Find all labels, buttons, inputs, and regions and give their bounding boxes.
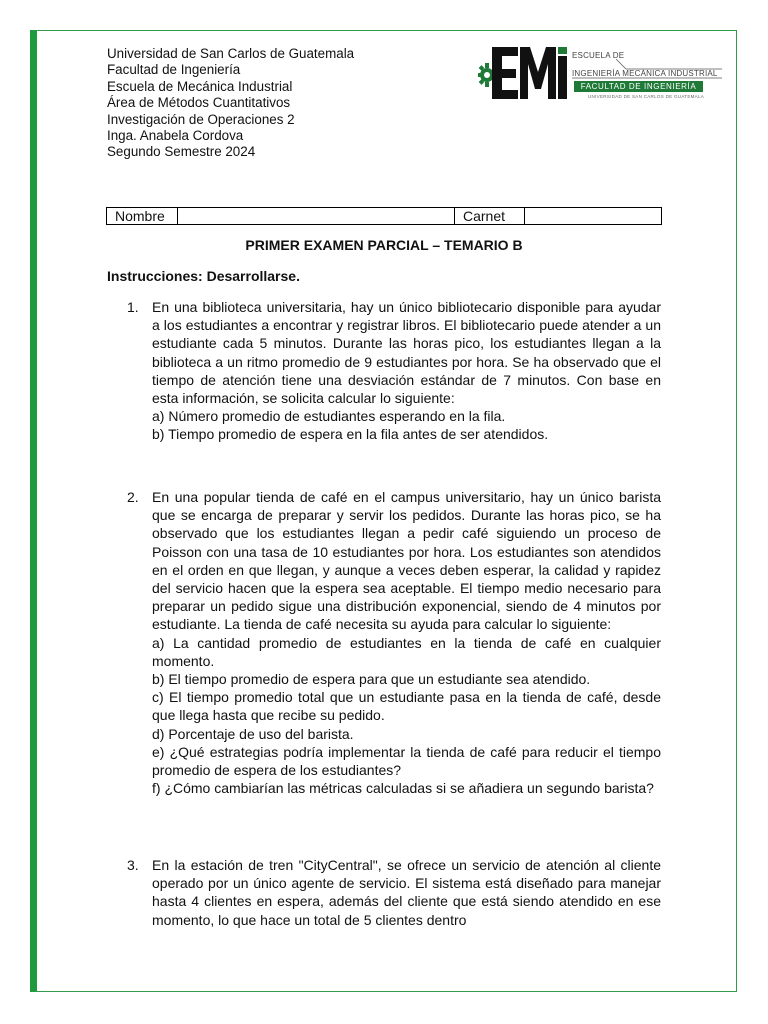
question-1 <box>152 298 661 444</box>
question-2-item-a: a) La cantidad promedio de estudiantes en la tienda de café en cualquier momento. <box>152 634 661 669</box>
carnet-field[interactable] <box>525 208 662 225</box>
header-line-school: Escuela de Mecánica Industrial <box>107 78 293 94</box>
header-line-university: Universidad de San Carlos de Guatemala <box>107 46 355 61</box>
institution-header <box>107 46 354 161</box>
question-2-item-f: f) ¿Cómo cambiarían las métricas calculadas si se añadiera un segundo barista? <box>152 780 654 797</box>
question-1-item-b: b) Tiempo promedio de espera en la fila antes de ser atendidos. <box>152 426 549 443</box>
header-line-instructor: Inga. Anabela Cordova <box>107 128 244 144</box>
emi-logo <box>478 44 723 106</box>
question-2-item-c: c) El tiempo promedio total que un estudiante pasa en la tienda de café, desde que llega hasta que recibe su pedido. <box>152 689 661 724</box>
header-line-semester: Segundo Semestre 2024 <box>107 144 256 160</box>
question-2-item-b: b) El tiempo promedio de espera para que un estudiante sea atendido. <box>152 671 591 688</box>
question-2-number: 2. <box>127 489 139 505</box>
header-line-faculty: Facultad de Ingeniería <box>107 62 241 78</box>
question-3-text: En la estación de tren "CityCentral", se ofrece un servicio de atención al cliente operado por un único agente de servicio. El sistema está diseñado para manejar hasta 4 clientes en espera, además del cliente que está siendo atendido en ese momento, lo que hace un total de 5 clientes dentro <box>152 857 661 928</box>
exam-title: PRIMER EXAMEN PARCIAL – TEMARIO B <box>245 237 523 253</box>
header-line-area: Área de Métodos Cuantitativos <box>107 95 291 111</box>
question-1-text: En una biblioteca universitaria, hay un único bibliotecario disponible para ayudar a los estudiantes a encontrar y registrar libros. El bibliotecario puede atender a un estudiante cada 5 minutos. Durante las horas pico, los estudiantes llegan a la biblioteca a un ritmo promedio de 9 estudiantes por hora. Se ha observado que el tiempo de atención tiene una desviación estándar de 7 minutos. Con base en esta información, se solicita calcular lo siguiente: <box>152 299 661 407</box>
carnet-label: Carnet <box>455 208 525 225</box>
student-id-table <box>106 207 662 225</box>
logo-line-school: ESCUELA DE <box>572 51 625 60</box>
question-2 <box>152 488 661 797</box>
question-1-item-a: a) Número promedio de estudiantes esperando en la fila. <box>152 408 506 425</box>
emi-logo-mark <box>478 44 570 106</box>
question-2-item-d: d) Porcentaje de uso del barista. <box>152 725 354 742</box>
name-field[interactable] <box>178 208 455 225</box>
question-1-number: 1. <box>127 299 139 315</box>
logo-line-program: INGENIERÍA MECÁNICA INDUSTRIAL <box>572 69 718 78</box>
question-3 <box>152 856 661 929</box>
question-2-item-e: e) ¿Qué estrategias podría implementar la tienda de café para reducir el tiempo promedio de espera de los estudiantes? <box>152 743 661 779</box>
logo-faculty-banner: FACULTAD DE INGENIERÍA <box>574 81 703 92</box>
logo-divider-lines <box>572 59 722 79</box>
logo-university: UNIVERSIDAD DE SAN CARLOS DE GUATEMALA <box>588 94 705 99</box>
instructions: Instrucciones: Desarrollarse. <box>107 268 300 284</box>
question-2-text: En una popular tienda de café en el campus universitario, hay un único barista que se encarga de preparar y servir los pedidos. Durante las horas pico, se ha observado que los estudiantes llegan a pedir café siguiendo un proceso de Poisson con una tasa de 10 estudiantes por hora. Los estudiantes son atendidos en el orden en que llegan, y aunque a veces deben esperar, la calidad y rapidez del servicio hacen que la espera sea aceptable. El tiempo medio necesario para preparar un pedido sigue una distribución exponencial, siendo de 4 minutos por estudiante. La tienda de café necesita su ayuda para calcular lo siguiente: <box>152 489 661 633</box>
name-label: Nombre <box>107 208 178 225</box>
question-3-number: 3. <box>127 857 139 873</box>
header-line-course: Investigación de Operaciones 2 <box>107 111 295 127</box>
